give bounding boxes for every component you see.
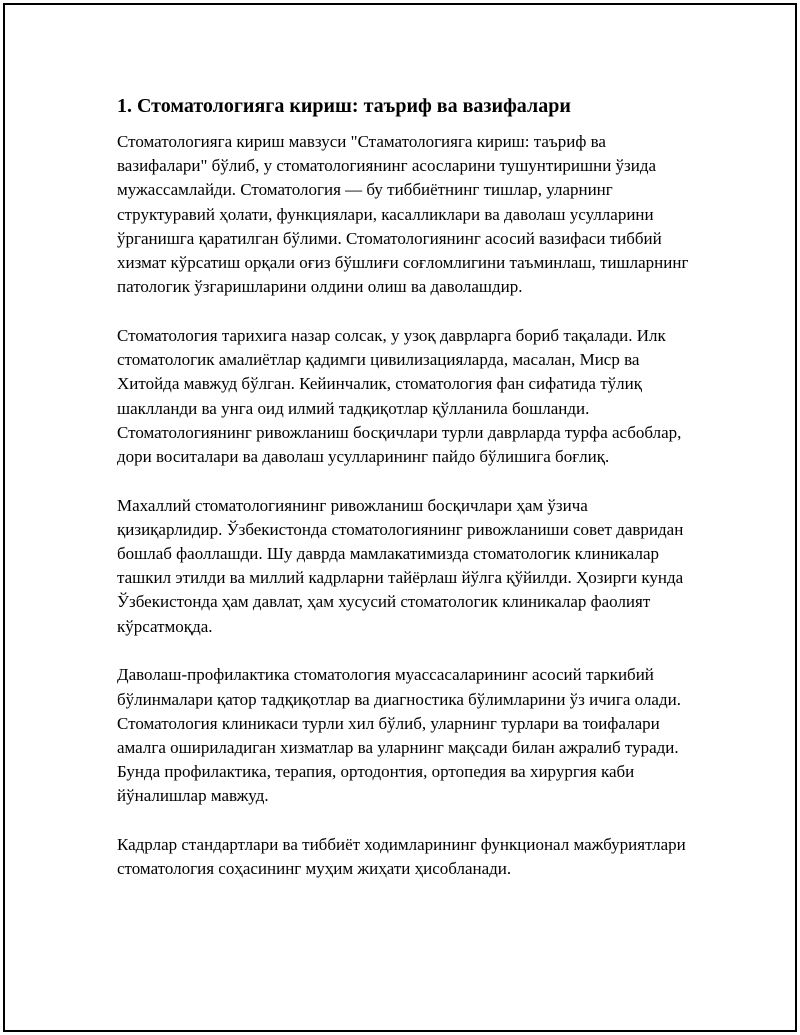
paragraph-local-development: Махаллий стоматологиянинг ривожланиш босқичлари ҳам ўзича қизиқарлидир. Ўзбекистонда стоматологиянинг ривожланиши совет давридан бошлаб фаоллашди. Шу даврда мамлакатимизда стоматологик клиникалар ташкил этилди ва миллий кадрларни тайёрлаш йўлга қўйилди. Ҳозирги кунда Ўзбекистонда ҳам давлат, ҳам хусусий стоматологик клиникалар фаолият кўрсатмоқда. bbox=[117, 495, 684, 636]
paragraph-definition: Стоматологияга кириш мавзуси "Стаматологияга кириш: таъриф ва вазифалари" бўлиб, у стоматологиянинг асосларини тушунтиришни ўзида мужассамлайди. Стоматология — бу тиббиётнинг тишлар, уларнинг структуравий ҳолати, функциялари, касалликлари ва даволаш усулларини ўрганишга қаратилган бўлими. Стоматологиянинг асосий вазифаси тиббий хизмат кўрсатиш орқали оғиз бўшлиғи соғломлигини таъминлаш, тишларнинг патологик ўзгаришларини олдини олиш ва даволашдир. bbox=[117, 132, 689, 297]
paragraph-history: Стоматология тарихига назар солсак, у узоқ даврларга бориб тақалади. Илк стоматологик амалиётлар қадимги цивилизацияларда, масалан, Миср ва Хитойда мавжуд бўлган. Кейинчалик, стоматология фан сифатида тўлиқ шаклланди ва унга оид илмий тадқиқотлар қўлланила бошланди. Стоматологиянинг ривожланиш босқичлари турли даврларда турфа асбоблар, дори воситалари ва даволаш усулларининг пайдо бўлишига боғлиқ. bbox=[117, 325, 682, 466]
paragraph-staff-standards: Кадрлар стандартлари ва тиббиёт ходимларининг функционал мажбуриятлари стоматология соҳасининг муҳим жиҳати ҳисобланади. bbox=[117, 835, 686, 879]
section-heading: 1. Стоматологияга кириш: таъриф ва вазифалари bbox=[117, 95, 571, 117]
paragraph-clinic-structure: Даволаш-профилактика стоматология муассасаларининг асосий таркибий бўлинмалари қатор тадқиқотлар ва диагностика бўлимларини ўз ичига олади. Стоматология клиникаси турли хил бўлиб, уларнинг турлари ва тоифалари амалга ошириладиган хизматлар ва уларнинг мақсади билан ажралиб туради. Бунда профилактика, терапия, ортодонтия, ортопедия ва хирургия каби йўналишлар мавжуд. bbox=[117, 665, 681, 806]
document-body bbox=[117, 92, 697, 906]
